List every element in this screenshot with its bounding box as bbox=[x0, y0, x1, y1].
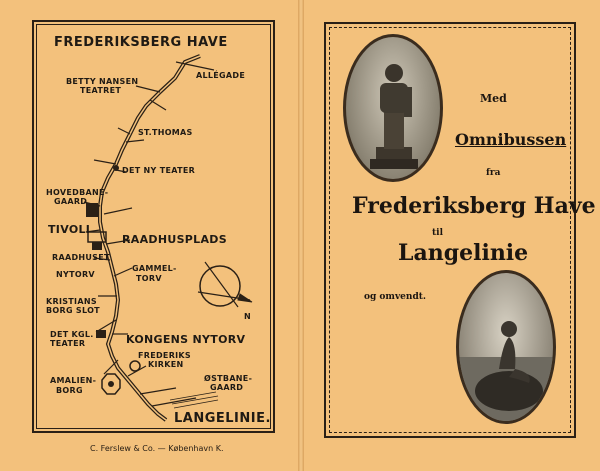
cover-og-omvendt: og omvendt. bbox=[364, 292, 427, 302]
map-label-frederiksberg-have: FREDERIKSBERG HAVE bbox=[54, 35, 228, 50]
map-label-gammeltorv-2: TORV bbox=[136, 274, 162, 283]
hovedbanegaard-building bbox=[86, 203, 98, 217]
map-label-christiansborg: KRISTIANS bbox=[46, 297, 97, 306]
cover-med: Med bbox=[480, 92, 507, 105]
harbor-hatching bbox=[170, 392, 218, 408]
cover-frederiksberg-have: Frederiksberg Have bbox=[352, 193, 596, 219]
compass-n-label: N bbox=[244, 312, 251, 321]
little-mermaid-photo bbox=[456, 270, 556, 424]
cover-omnibussen: Omnibussen bbox=[455, 130, 567, 149]
mermaid-illustration bbox=[459, 273, 553, 421]
map-label-hovedbanegaard-2: GAARD bbox=[54, 197, 88, 206]
map-label-teatret: TEATRET bbox=[80, 86, 122, 95]
det-ny-teater-marker bbox=[113, 165, 119, 171]
map-label-amalienborg: AMALIEN- bbox=[50, 376, 97, 385]
cover-fra: fra bbox=[486, 168, 501, 178]
map-label-ostbanegaard-2: GAARD bbox=[210, 383, 244, 392]
map-label-det-kgl-2: TEATER bbox=[50, 339, 86, 348]
map-label-kongens-nytorv: KONGENS NYTORV bbox=[126, 333, 246, 346]
det-kgl-teater-block bbox=[96, 330, 106, 338]
map-label-betty-nansen: BETTY NANSEN bbox=[66, 77, 139, 86]
map-label-amalienborg-2: BORG bbox=[56, 386, 83, 395]
map-label-hovedbanegaard: HOVEDBANE- bbox=[46, 188, 109, 197]
cover-til: til bbox=[432, 228, 443, 238]
statue-photo bbox=[343, 34, 443, 182]
frederiks-kirken-marker bbox=[130, 361, 140, 371]
map-label-det-kgl: DET KGL. bbox=[50, 330, 94, 339]
cover-langelinie: Langelinie bbox=[398, 240, 529, 266]
map-label-frederiks-kirken: FREDERIKS bbox=[138, 351, 191, 360]
map-label-christiansborg-2: BORG SLOT bbox=[46, 306, 100, 315]
map-label-raadhuset: RAADHUSET bbox=[52, 253, 110, 262]
map-label-frederiks-kirken-2: KIRKEN bbox=[148, 360, 184, 369]
map-label-det-ny-teater: DET NY TEATER bbox=[122, 166, 196, 175]
map-label-st-thomas: ST.THOMAS bbox=[138, 128, 193, 137]
statue-illustration bbox=[346, 37, 440, 179]
map-label-allegade: ALLÉGADE bbox=[196, 71, 246, 80]
map-label-raadhusplads: RAADHUSPLADS bbox=[122, 233, 227, 246]
map-label-ostbanegaard: ØSTBANE- bbox=[204, 374, 253, 383]
map-label-langelinie: LANGELINIE. bbox=[174, 411, 271, 426]
map-label-tivoli: TIVOLI bbox=[48, 223, 91, 236]
printer-imprint: C. Ferslew & Co. — København K. bbox=[90, 444, 224, 453]
map-label-gammeltorv: GAMMEL- bbox=[132, 264, 177, 273]
map-label-nytorv: NYTORV bbox=[56, 270, 95, 279]
booklet-spine bbox=[298, 0, 304, 471]
compass-rose bbox=[198, 262, 252, 307]
